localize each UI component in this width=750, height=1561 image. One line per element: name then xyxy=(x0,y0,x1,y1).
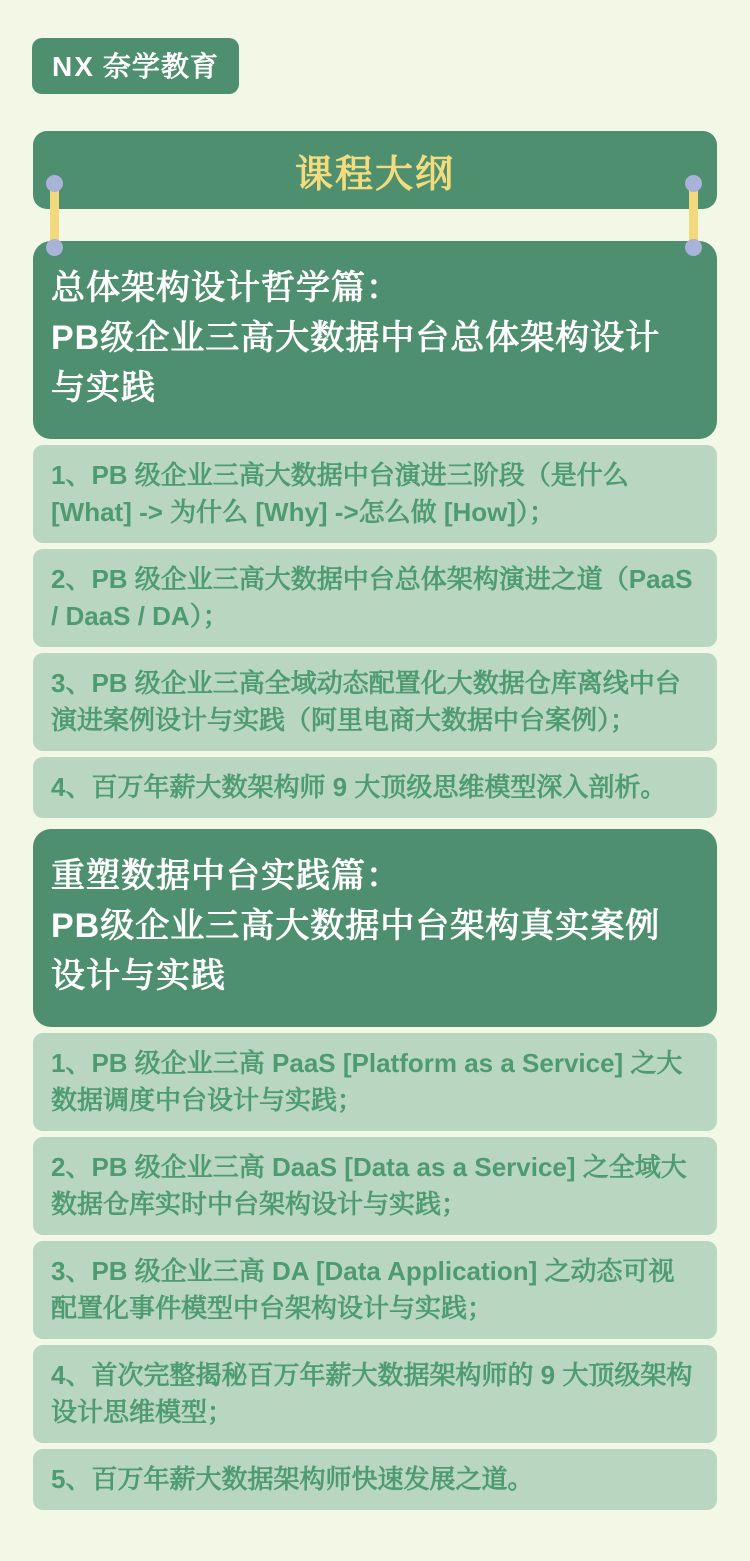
page-title: 课程大纲 xyxy=(294,153,455,196)
pin-cap-icon xyxy=(46,239,63,256)
pin-right-icon xyxy=(685,175,702,256)
section-header-line: PB级企业三高大数据中台总体架构设计 xyxy=(51,319,661,357)
outline-item: 1、PB 级企业三高 PaaS [Platform as a Service] 之大数据调度中台设计与实践； xyxy=(33,1033,717,1131)
outline-item: 2、PB 级企业三高大数据中台总体架构演进之道（PaaS / DaaS / DA）； xyxy=(33,549,717,647)
outline-content xyxy=(33,241,717,1510)
section-header-line: 重塑数据中台实践篇： xyxy=(51,857,401,895)
pin-cap-icon xyxy=(46,175,63,192)
brand-logo-name: 奈学教育 xyxy=(102,51,219,82)
section-architecture-philosophy xyxy=(33,241,717,818)
outline-item: 3、PB 级企业三高 DA [Data Application] 之动态可视配置化事件模型中台架构设计与实践； xyxy=(33,1241,717,1339)
outline-item: 4、百万年薪大数架构师 9 大顶级思维模型深入剖析。 xyxy=(33,757,717,818)
pin-cap-icon xyxy=(685,175,702,192)
outline-item: 2、PB 级企业三高 DaaS [Data as a Service] 之全域大数据仓库实时中台架构设计与实践； xyxy=(33,1137,717,1235)
section-header xyxy=(33,829,717,1027)
section-header xyxy=(33,241,717,439)
pin-cap-icon xyxy=(685,239,702,256)
section-header-line: 与实践 xyxy=(51,369,156,407)
outline-item: 5、百万年薪大数据架构师快速发展之道。 xyxy=(33,1449,717,1510)
brand-logo-mark: NX xyxy=(52,51,95,82)
page-title-banner xyxy=(33,131,717,209)
outline-item: 1、PB 级企业三高大数据中台演进三阶段（是什么 [What] -> 为什么 [Why] ->怎么做 [How]）； xyxy=(33,445,717,543)
outline-item: 4、首次完整揭秘百万年薪大数据架构师的 9 大顶级架构设计思维模型； xyxy=(33,1345,717,1443)
section-header-line: 设计与实践 xyxy=(51,957,226,995)
outline-item: 3、PB 级企业三高全域动态配置化大数据仓库离线中台演进案例设计与实践（阿里电商大数据中台案例）； xyxy=(33,653,717,751)
section-header-line: PB级企业三高大数据中台架构真实案例 xyxy=(51,907,661,945)
brand-logo xyxy=(32,38,239,94)
section-header-line: 总体架构设计哲学篇： xyxy=(51,269,401,307)
section-data-platform-practice xyxy=(33,829,717,1510)
pin-left-icon xyxy=(46,175,63,256)
